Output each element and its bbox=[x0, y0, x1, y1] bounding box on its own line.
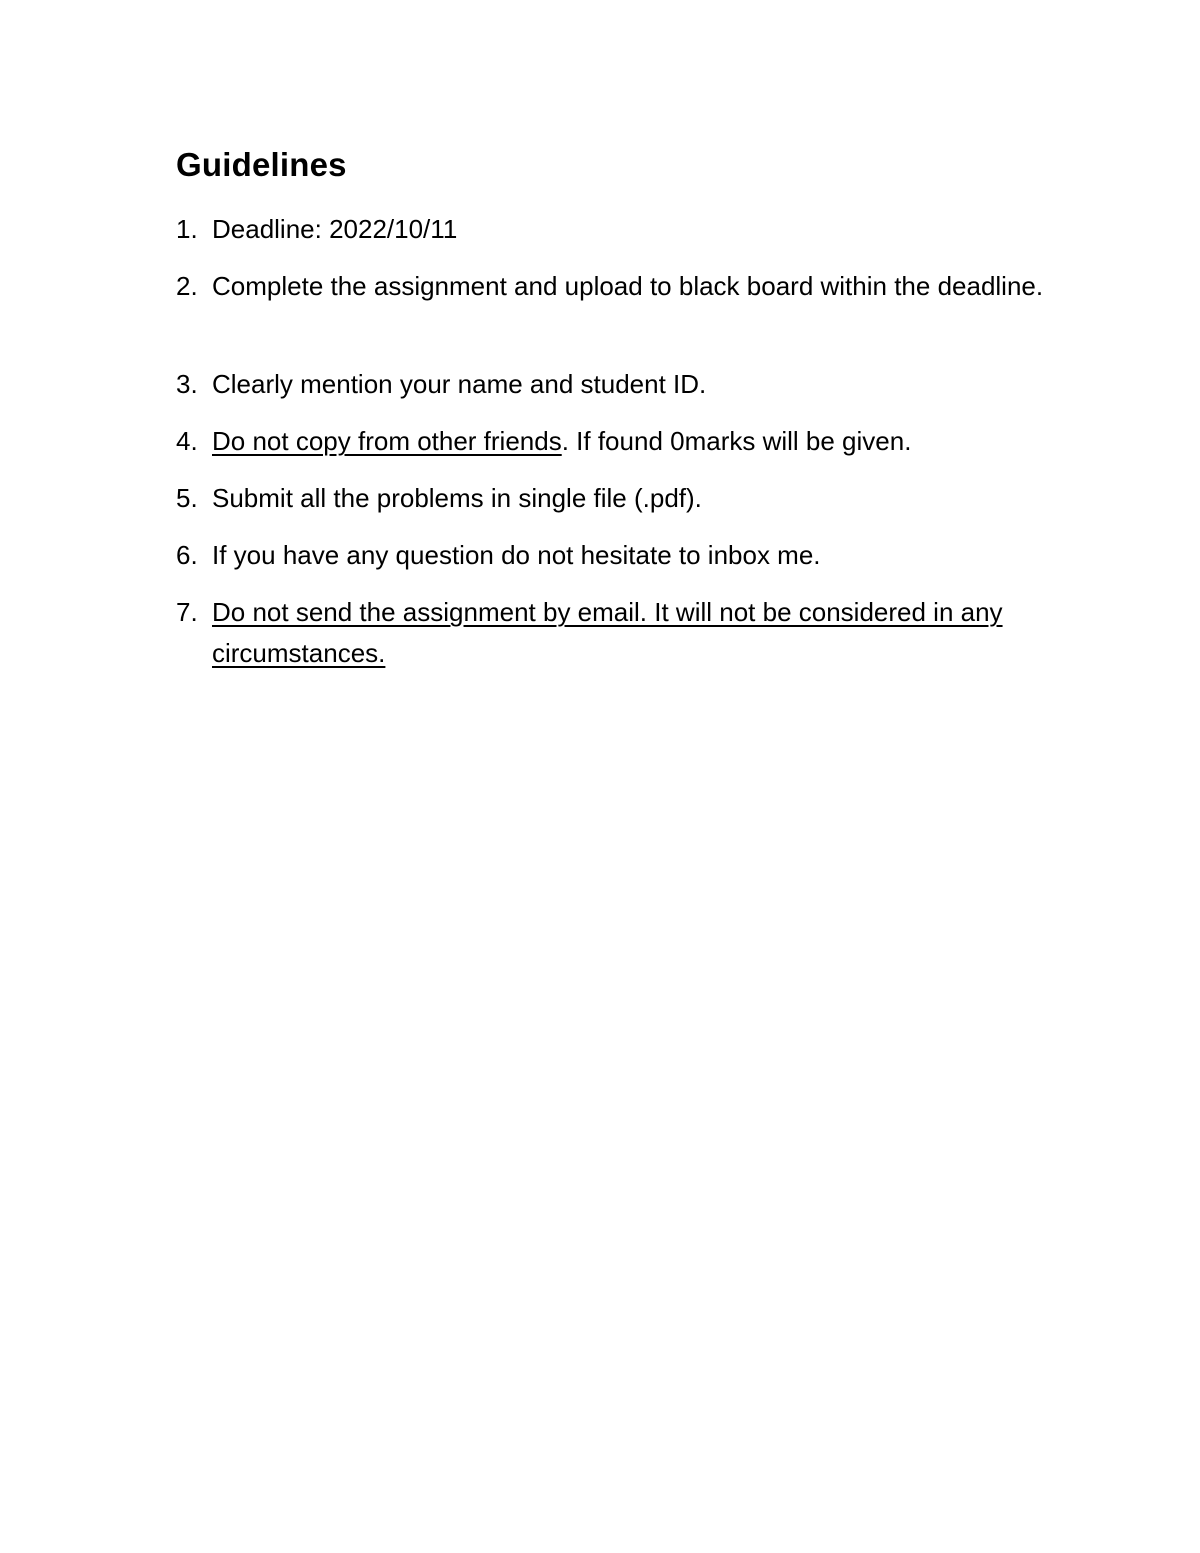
item-text bbox=[212, 421, 1056, 462]
item-number: 3. bbox=[176, 369, 198, 399]
underlined-text: Do not copy from other friends bbox=[212, 426, 562, 456]
item-text: If you have any question do not hesitate to inbox me. bbox=[212, 540, 821, 570]
guideline-item-6 bbox=[176, 535, 1056, 576]
item-number: 6. bbox=[176, 540, 198, 570]
guideline-item-2 bbox=[176, 266, 1056, 307]
item-text: Submit all the problems in single file (.pdf). bbox=[212, 483, 702, 513]
guideline-item-7 bbox=[176, 592, 1056, 674]
item-number: 7. bbox=[176, 597, 198, 627]
page-heading: Guidelines bbox=[176, 146, 347, 183]
item-number: 1. bbox=[176, 214, 198, 244]
item-text: Deadline: 2022/10/11 bbox=[212, 214, 458, 244]
item-text: Clearly mention your name and student ID. bbox=[212, 369, 707, 399]
underlined-text: Do not send the assignment by email. It will not be considered in any circumstances. bbox=[212, 597, 1003, 668]
guideline-item-4 bbox=[176, 421, 1056, 462]
item-text: Complete the assignment and upload to black board within the deadline. bbox=[212, 271, 1044, 301]
guideline-item-3 bbox=[176, 364, 1056, 405]
item-number: 5. bbox=[176, 483, 198, 513]
item-text bbox=[212, 592, 1056, 674]
guideline-item-1 bbox=[176, 209, 1056, 250]
item-text-rest: . If found 0marks will be given. bbox=[561, 426, 912, 456]
guideline-item-5 bbox=[176, 478, 1056, 519]
item-number: 4. bbox=[176, 426, 198, 456]
item-number: 2. bbox=[176, 271, 198, 301]
